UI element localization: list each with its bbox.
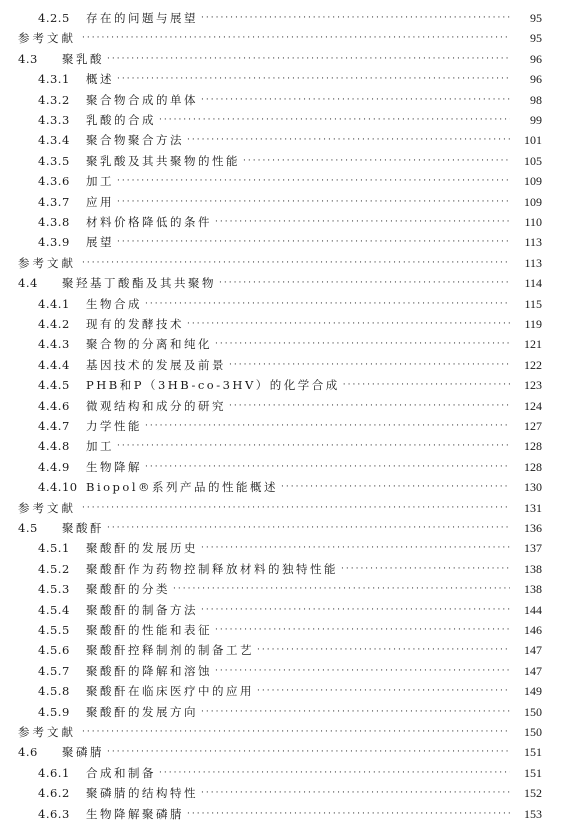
dot-leader [117,192,510,212]
toc-entry-number: 4.5.8 [38,684,70,699]
toc-entry [0,742,564,762]
toc-entry [0,681,564,701]
toc-entry-title: 聚酸酐在临床医疗中的应用 [86,684,254,699]
toc-entry [0,69,564,89]
toc-entry-title: 展望 [86,235,114,250]
toc-entry-page-number: 146 [524,623,542,637]
toc-entry [0,416,564,436]
toc-entry-page-number: 110 [524,215,542,229]
toc-entry [0,192,564,212]
toc-entry-title: 微观结构和成分的研究 [86,398,226,413]
toc-entry-title: 生物合成 [86,296,142,311]
toc-entry-title: 存在的问题与展望 [86,11,198,25]
toc-entry-title: 聚乳酸 [62,51,104,66]
toc-entry-title: 聚合物聚合方法 [86,133,184,148]
toc-entry [0,436,564,456]
toc-entry [0,171,564,191]
dot-leader [117,232,510,252]
dot-leader [229,396,510,416]
toc-entry-number: 4.3.4 [38,133,70,148]
toc-entry-page-number: 99 [530,113,542,127]
toc-entry [0,396,564,416]
toc-entry-number: 4.3.8 [38,215,70,229]
toc-entry-number: 4.5.3 [38,582,70,597]
toc-entry-number: 4.6 [18,745,38,760]
toc-entry-page-number: 147 [524,643,542,658]
toc-entry-number: 4.4.5 [38,378,70,393]
toc-entry-title: 聚酸酐的分类 [86,582,170,597]
toc-entry [0,804,564,824]
toc-entry-page-number: 105 [524,153,542,168]
toc-entry [0,334,564,354]
toc-entry-title: 生物降解聚磷腈 [86,806,184,821]
toc-entry [0,314,564,334]
toc-entry [0,375,564,395]
toc-entry-number: 4.5.6 [38,643,70,658]
dot-leader [243,151,510,171]
toc-entry-number: 4.4.4 [38,357,70,372]
toc-entry-title: 聚磷腈 [62,745,104,760]
toc-entry-number: 4.6.1 [38,765,70,780]
toc-entry-number: 4.4 [18,276,38,291]
toc-entry [0,600,564,620]
dot-leader [201,538,510,558]
toc-entry [0,90,564,110]
toc-entry [0,538,564,558]
toc-entry-title: 聚羟基丁酸酯及其共聚物 [62,276,216,291]
toc-entry [0,477,564,497]
dot-leader [145,294,510,314]
dot-leader [343,375,510,395]
toc-entry [0,294,564,314]
toc-entry [0,620,564,640]
dot-leader [145,457,510,477]
toc-entry-page-number: 101 [524,133,542,148]
toc-entry-number: 4.3.5 [38,153,70,168]
toc-entry-page-number: 96 [530,51,542,66]
toc-entry-number: 4.3 [18,51,38,66]
toc-entry-title: 聚酸酐作为药物控制释放材料的独特性能 [86,561,338,576]
toc-references-entry [0,28,564,48]
toc-entry-number: 4.4.1 [38,296,70,311]
toc-entry-page-number: 113 [524,255,542,270]
toc-entry-title: 力学性能 [86,419,142,433]
toc-entry-page-number: 109 [524,194,542,209]
toc-entry-title: 聚酸酐的发展历史 [86,541,198,556]
dot-leader [187,314,510,334]
dot-leader [107,742,510,762]
toc-entry-title: 聚酸酐的发展方向 [86,704,198,719]
toc-entry-title: 现有的发酵技术 [86,317,184,331]
dot-leader [257,640,510,660]
toc-entry-number: 4.3.3 [38,113,70,127]
toc-entry-title: 聚酸酐 [62,521,104,535]
toc-entry-number: 4.3.1 [38,72,70,87]
toc-entry-page-number: 151 [524,745,542,760]
toc-entry [0,8,564,28]
toc-entry-page-number: 123 [524,378,542,393]
toc-entry-title: 聚磷腈的结构特性 [86,786,198,801]
dot-leader [159,110,510,130]
toc-entry-number: 4.4.8 [38,439,70,454]
dot-leader [107,49,510,69]
toc-entry-page-number: 128 [524,459,542,474]
toc-entry-page-number: 149 [524,684,542,699]
toc-entry-number: 4.6.3 [38,806,70,821]
toc-entry-page-number: 128 [524,439,542,454]
toc-entry-page-number: 127 [524,419,542,433]
toc-entry [0,110,564,130]
toc-entry [0,640,564,660]
toc-entry-page-number: 119 [524,317,542,331]
dot-leader [117,436,510,456]
toc-entry-page-number: 109 [524,174,542,189]
dot-leader [82,28,510,48]
toc-entry-page-number: 113 [524,235,542,250]
toc-entry-number: 4.3.2 [38,92,70,107]
toc-entry-number: 4.4.6 [38,398,70,413]
toc-entry-number: 4.3.7 [38,194,70,209]
toc-entry-number: 4.4.2 [38,317,70,331]
toc-entry-page-number: 95 [530,31,542,46]
toc-entry-title: 参考文献 [18,725,76,739]
toc-entry-page-number: 138 [524,582,542,597]
toc-entry-page-number: 136 [524,521,542,535]
dot-leader [201,600,510,620]
toc-references-entry [0,253,564,273]
dot-leader [201,8,510,28]
toc-entry-title: 聚酸酐的性能和表征 [86,623,212,637]
dot-leader [281,477,510,497]
toc-entry-title: 参考文献 [18,31,76,46]
toc-entry-page-number: 150 [524,725,542,739]
toc-entry-title: 参考文献 [18,500,76,515]
dot-leader [215,212,510,232]
toc-entry-title: 生物降解 [86,459,142,474]
toc-entry-number: 4.5.1 [38,541,70,556]
toc-entry-page-number: 130 [524,480,542,495]
toc-entry-page-number: 153 [524,806,542,821]
toc-entry-title: 应用 [86,194,114,209]
toc-entry-page-number: 114 [524,276,542,291]
toc-entry-title: 聚合物合成的单体 [86,92,198,107]
toc-entry [0,763,564,783]
toc-entry-title: 加工 [86,439,114,454]
dot-leader [215,661,510,681]
toc-entry-title: 聚乳酸及其共聚物的性能 [86,153,240,168]
dot-leader [82,722,510,742]
toc-entry-page-number: 152 [524,786,542,801]
dot-leader [229,355,510,375]
toc-entry-title: 聚合物的分离和纯化 [86,337,212,352]
dot-leader [117,171,510,191]
toc-entry-number: 4.4.9 [38,459,70,474]
toc-references-entry [0,498,564,518]
toc-entry-number: 4.2.5 [38,11,70,25]
toc-entry [0,212,564,232]
toc-entry-page-number: 138 [524,561,542,576]
dot-leader [107,518,510,538]
toc-entry-number: 4.4.3 [38,337,70,352]
dot-leader [215,620,510,640]
toc-entry [0,130,564,150]
dot-leader [82,498,510,518]
toc-entry-title: 概述 [86,72,114,87]
toc-entry-number: 4.4.10 [38,480,78,495]
toc-entry-number: 4.5.4 [38,602,70,617]
toc-entry [0,783,564,803]
toc-entry-title: 加工 [86,174,114,189]
toc-entry-page-number: 150 [524,704,542,719]
toc-entry [0,355,564,375]
toc-entry [0,559,564,579]
toc-entry-title: Biopol®系列产品的性能概述 [86,480,279,495]
dot-leader [82,253,510,273]
dot-leader [201,702,510,722]
toc-entry-number: 4.5.2 [38,561,70,576]
toc-entry [0,273,564,293]
toc-entry [0,457,564,477]
toc-entry-number: 4.3.6 [38,174,70,189]
toc-entry-page-number: 121 [524,337,542,352]
toc-entry-number: 4.5 [18,521,38,535]
toc-entry-title: 乳酸的合成 [86,113,156,127]
toc-entry [0,232,564,252]
toc-entry [0,702,564,722]
toc-entry-page-number: 137 [524,541,542,556]
dot-leader [117,69,510,89]
toc-entry-page-number: 151 [524,765,542,780]
dot-leader [187,804,510,824]
toc-entry [0,151,564,171]
dot-leader [219,273,510,293]
toc-entry-title: 聚酸酐的制备方法 [86,602,198,617]
toc-entry [0,49,564,69]
toc-references-entry [0,722,564,742]
dot-leader [201,90,510,110]
toc-entry [0,579,564,599]
dot-leader [187,130,510,150]
toc-entry-number: 4.4.7 [38,419,70,433]
toc-entry-title: 参考文献 [18,255,76,270]
toc-entry-title: 聚酸酐控释制剂的制备工艺 [86,643,254,658]
toc-entry [0,518,564,538]
toc-entry-title: 基因技术的发展及前景 [86,357,226,372]
dot-leader [257,681,510,701]
toc-entry-number: 4.3.9 [38,235,70,250]
toc-entry-page-number: 144 [524,602,542,617]
dot-leader [341,559,510,579]
toc-entry-page-number: 122 [524,357,542,372]
dot-leader [215,334,510,354]
dot-leader [159,763,510,783]
toc-entry-title: 合成和制备 [86,765,156,780]
toc-entry-page-number: 147 [524,663,542,678]
toc-entry-title: 材料价格降低的条件 [86,215,212,229]
toc-entry-page-number: 115 [524,296,542,311]
toc-entry-number: 4.5.5 [38,623,70,637]
toc-entry-page-number: 95 [530,11,542,25]
toc-entry-number: 4.5.7 [38,663,70,678]
toc-entry [0,661,564,681]
toc-entry-page-number: 96 [530,72,542,87]
toc-entry-page-number: 131 [524,500,542,515]
toc-entry-title: 聚酸酐的降解和溶蚀 [86,663,212,678]
dot-leader [201,783,510,803]
dot-leader [145,416,510,436]
toc-entry-number: 4.5.9 [38,704,70,719]
toc-entry-page-number: 124 [524,398,542,413]
toc-entry-number: 4.6.2 [38,786,70,801]
dot-leader [173,579,510,599]
toc-entry-page-number: 98 [530,92,542,107]
toc-entry-title: PHB和P（3HB-co-3HV）的化学合成 [86,378,340,393]
